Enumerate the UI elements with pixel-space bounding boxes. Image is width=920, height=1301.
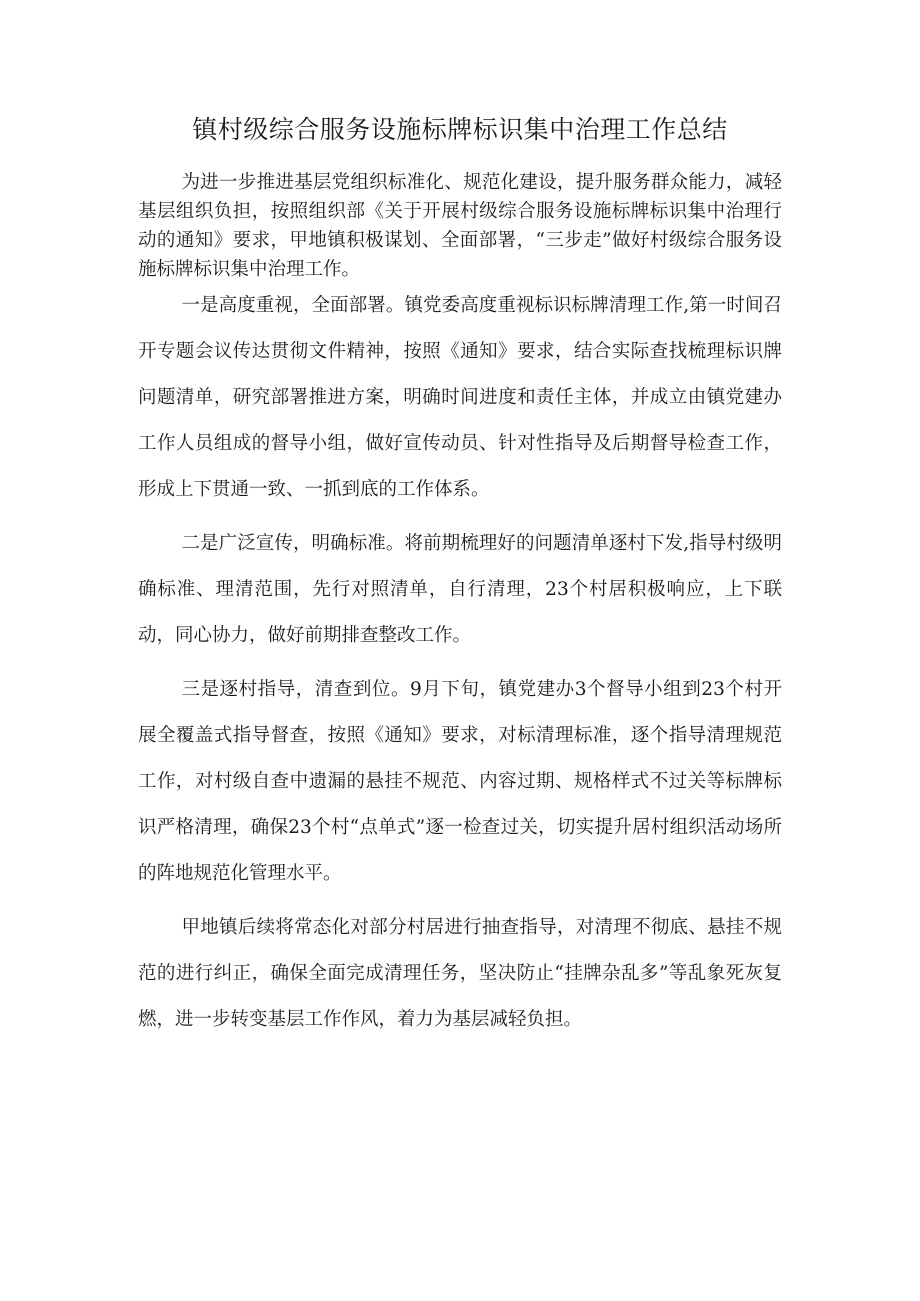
paragraph-followup: 甲地镇后续将常态化对部分村居进行抽查指导，对清理不彻底、悬挂不规范的进行纠正，确保全面完成清理任务，坚决防止“挂牌杂乱多”等乱象死灰复燃，进一步转变基层工作作风，着力为基层减轻负担。 <box>138 917 782 1030</box>
document-title: 镇村级综合服务设施标牌标识集中治理工作总结 <box>192 115 728 144</box>
paragraph-publicity: 二是广泛宣传，明确标准。将前期梳理好的问题清单逐村下发,指导村级明确标准、理清范围，先行对照清单，自行清理，23个村居积极响应，上下联动，同心协力，做好前期排查整改工作。 <box>138 533 782 646</box>
paragraph-village-guidance: 三是逐村指导，清查到位。9月下旬，镇党建办3个督导小组到23个村开展全覆盖式指导督查，按照《通知》要求，对标清理标准，逐个指导清理规范工作，对村级自查中遗漏的悬挂不规范、内容过期、规格样式不过关等标牌标识严格清理，确保23个村“点单式”逐一检查过关，切实提升居村组织活动场所的阵地规范化管理水平。 <box>138 679 782 884</box>
paragraph-intro: 为进一步推进基层党组织标准化、规范化建设，提升服务群众能力，减轻基层组织负担，按照组织部《关于开展村级综合服务设施标牌标识集中治理行动的通知》要求，甲地镇积极谋划、全面部署，“三步走”做好村级综合服务设施标牌标识集中治理工作。 <box>138 172 782 280</box>
paragraph-high-priority: 一是高度重视，全面部署。镇党委高度重视标识标牌清理工作,第一时间召开专题会议传达贯彻文件精神，按照《通知》要求，结合实际查找梳理标识牌问题清单，研究部署推进方案，明确时间进度和责任主体，并成立由镇党建办工作人员组成的督导小组，做好宣传动员、针对性指导及后期督导检查工作，形成上下贯通一致、一抓到底的工作体系。 <box>138 295 782 500</box>
